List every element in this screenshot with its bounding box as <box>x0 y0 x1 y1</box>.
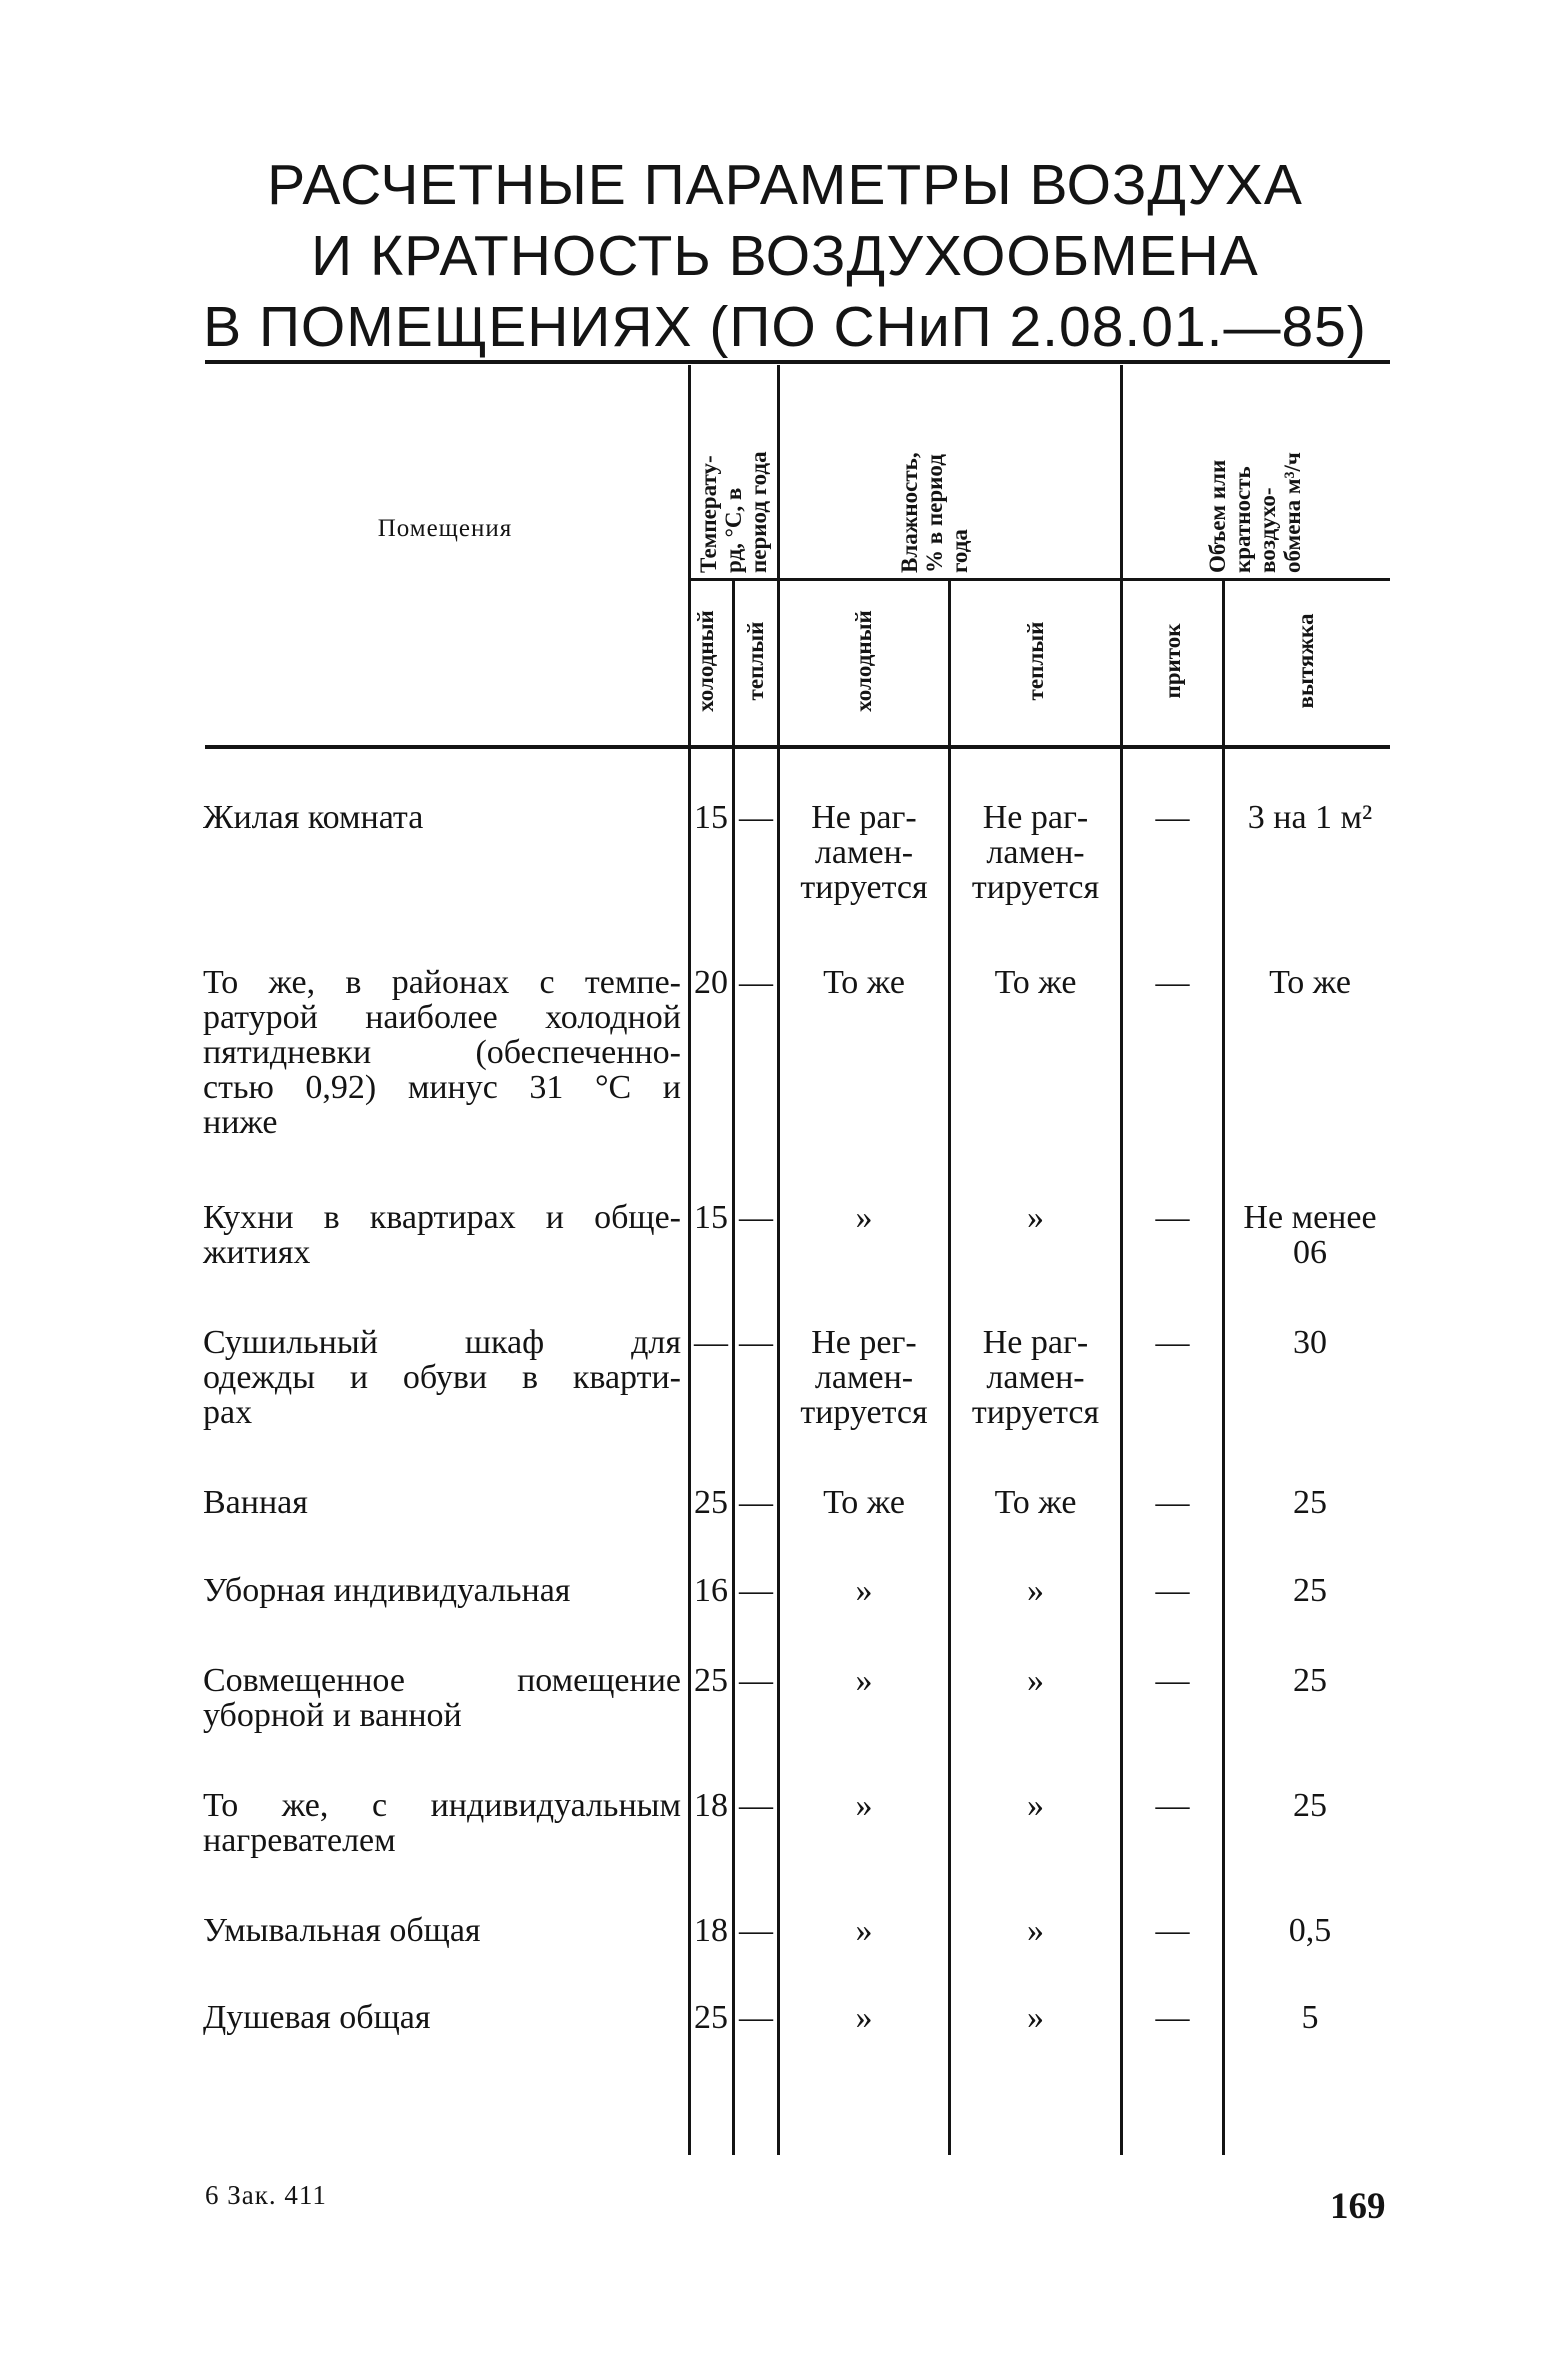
cell-hum-warm: То же <box>994 1484 1077 1521</box>
cell-temp-warm: — <box>739 799 773 836</box>
cell-temp-cold: 20 <box>694 964 728 1001</box>
header-exchange: Объем или кратность воздухо- обмена м³/ч <box>1205 452 1305 573</box>
header-exhaust: вытяжка <box>1292 613 1318 709</box>
cell-temp-warm: — <box>739 1912 773 1949</box>
cell-exhaust: 3 на 1 м² <box>1247 799 1373 836</box>
cell-exhaust: 25 <box>1293 1572 1327 1609</box>
cell-hum-warm: » <box>1027 1662 1044 1699</box>
cell-hum-warm: То же <box>994 964 1077 1001</box>
cell-temp-cold: 18 <box>694 1912 728 1949</box>
cell-hum-warm: Не раг- ламен- тируется <box>971 799 1100 906</box>
header-temp-warm: теплый <box>742 621 768 701</box>
row-name: Душевая общая <box>203 1999 431 2036</box>
row-name: Умывальная общая <box>203 1912 481 1949</box>
cell-hum-cold: » <box>855 1662 873 1699</box>
cell-supply: — <box>1155 1912 1190 1949</box>
cell-hum-cold: » <box>855 1787 873 1824</box>
col-rule-hum-right <box>1120 365 1123 2155</box>
cell-hum-cold: То же <box>823 1484 905 1521</box>
cell-exhaust: Не менее 06 <box>1243 1199 1377 1271</box>
page-title <box>200 150 1370 363</box>
cell-supply: — <box>1155 1324 1190 1361</box>
cell-hum-cold: » <box>855 1199 873 1236</box>
row-name: То же, с индивидуальным нагревателем <box>203 1787 681 1859</box>
cell-supply: — <box>1155 1787 1190 1824</box>
title-line-3: В ПОМЕЩЕНИЯХ (ПО СНиП 2.08.01.—85) <box>203 295 1367 359</box>
row-name: Жилая комната <box>203 799 424 836</box>
row-name: Ванная <box>203 1484 308 1521</box>
cell-temp-warm: — <box>739 964 773 1001</box>
row-name: Совмещенное помещение уборной и ванной <box>203 1662 681 1734</box>
col-rule-temp-right <box>777 365 780 2155</box>
table-top-rule <box>205 360 1390 364</box>
cell-exhaust: 5 <box>1301 1999 1319 2036</box>
cell-hum-cold: Не рег- ламен- тируется <box>800 1324 928 1431</box>
row-name: Сушильный шкаф для одежды и обуви в кварти- рах <box>203 1324 681 1431</box>
cell-supply: — <box>1155 1484 1190 1521</box>
cell-exhaust: 0,5 <box>1288 1912 1332 1949</box>
cell-temp-warm: — <box>739 1324 773 1361</box>
cell-supply: — <box>1155 1572 1190 1609</box>
cell-hum-cold: » <box>855 1572 873 1609</box>
header-hum-warm: теплый <box>1022 621 1048 701</box>
cell-exhaust: 30 <box>1293 1324 1327 1361</box>
header-temp-cold: холодный <box>692 610 718 712</box>
row-name: Кухни в квартирах и обще- житиях <box>203 1199 681 1271</box>
cell-supply: — <box>1155 1662 1190 1699</box>
cell-hum-cold: Не раг- ламен- тируется <box>800 799 928 906</box>
cell-hum-warm: » <box>1027 1912 1044 1949</box>
cell-temp-cold: 15 <box>694 1199 728 1236</box>
cell-hum-warm: » <box>1027 1787 1044 1824</box>
cell-temp-cold: 25 <box>694 1662 728 1699</box>
cell-hum-warm: » <box>1027 1572 1044 1609</box>
cell-hum-warm: » <box>1027 1199 1044 1236</box>
cell-temp-warm: — <box>739 1662 773 1699</box>
cell-hum-warm: Не раг- ламен- тируется <box>971 1324 1100 1431</box>
cell-supply: — <box>1155 799 1190 836</box>
cell-exhaust: 25 <box>1293 1662 1327 1699</box>
cell-supply: — <box>1155 1199 1190 1236</box>
header-humidity: Влажность, % в период года <box>896 452 972 573</box>
cell-temp-cold: 18 <box>694 1787 728 1824</box>
title-line-2: И КРАТНОСТЬ ВОЗДУХООБМЕНА <box>311 224 1259 288</box>
cell-temp-warm: — <box>739 1199 773 1236</box>
row-name: Уборная индивидуальная <box>203 1572 571 1609</box>
cell-supply: — <box>1155 964 1190 1001</box>
title-line-1: РАСЧЕТНЫЕ ПАРАМЕТРЫ ВОЗДУХА <box>267 153 1303 217</box>
cell-supply: — <box>1155 1999 1190 2036</box>
header-hum-cold: холодный <box>850 610 876 712</box>
cell-temp-cold: 16 <box>694 1572 728 1609</box>
header-mid-rule <box>690 578 1390 581</box>
cell-exhaust: 25 <box>1293 1484 1327 1521</box>
cell-temp-warm: — <box>739 1999 773 2036</box>
cell-temp-cold: 25 <box>694 1484 728 1521</box>
header-supply: приток <box>1159 623 1185 699</box>
header-rooms: Помещения <box>377 515 513 542</box>
cell-temp-warm: — <box>739 1572 773 1609</box>
cell-temp-warm: — <box>739 1484 773 1521</box>
cell-temp-cold: — <box>694 1324 728 1361</box>
cell-hum-cold: » <box>855 1912 873 1949</box>
print-order-note: 6 Зак. 411 <box>205 2180 327 2210</box>
cell-temp-cold: 25 <box>694 1999 728 2036</box>
cell-exhaust: То же <box>1269 964 1351 1001</box>
cell-temp-warm: — <box>739 1787 773 1824</box>
cell-exhaust: 25 <box>1293 1787 1327 1824</box>
cell-hum-cold: То же <box>823 964 905 1001</box>
header-temperature: Температу- рд, °С, в период года <box>695 451 771 573</box>
cell-temp-cold: 15 <box>694 799 728 836</box>
row-name: То же, в районах с темпе- ратурой наиболее холодной пятидневки (обеспеченно- стью 0,92) минус 31 °С и ниже <box>203 964 681 1141</box>
cell-hum-warm: » <box>1027 1999 1044 2036</box>
cell-hum-cold: » <box>855 1999 873 2036</box>
header-bottom-rule <box>205 745 1390 749</box>
page-number: 169 <box>1330 2186 1386 2227</box>
